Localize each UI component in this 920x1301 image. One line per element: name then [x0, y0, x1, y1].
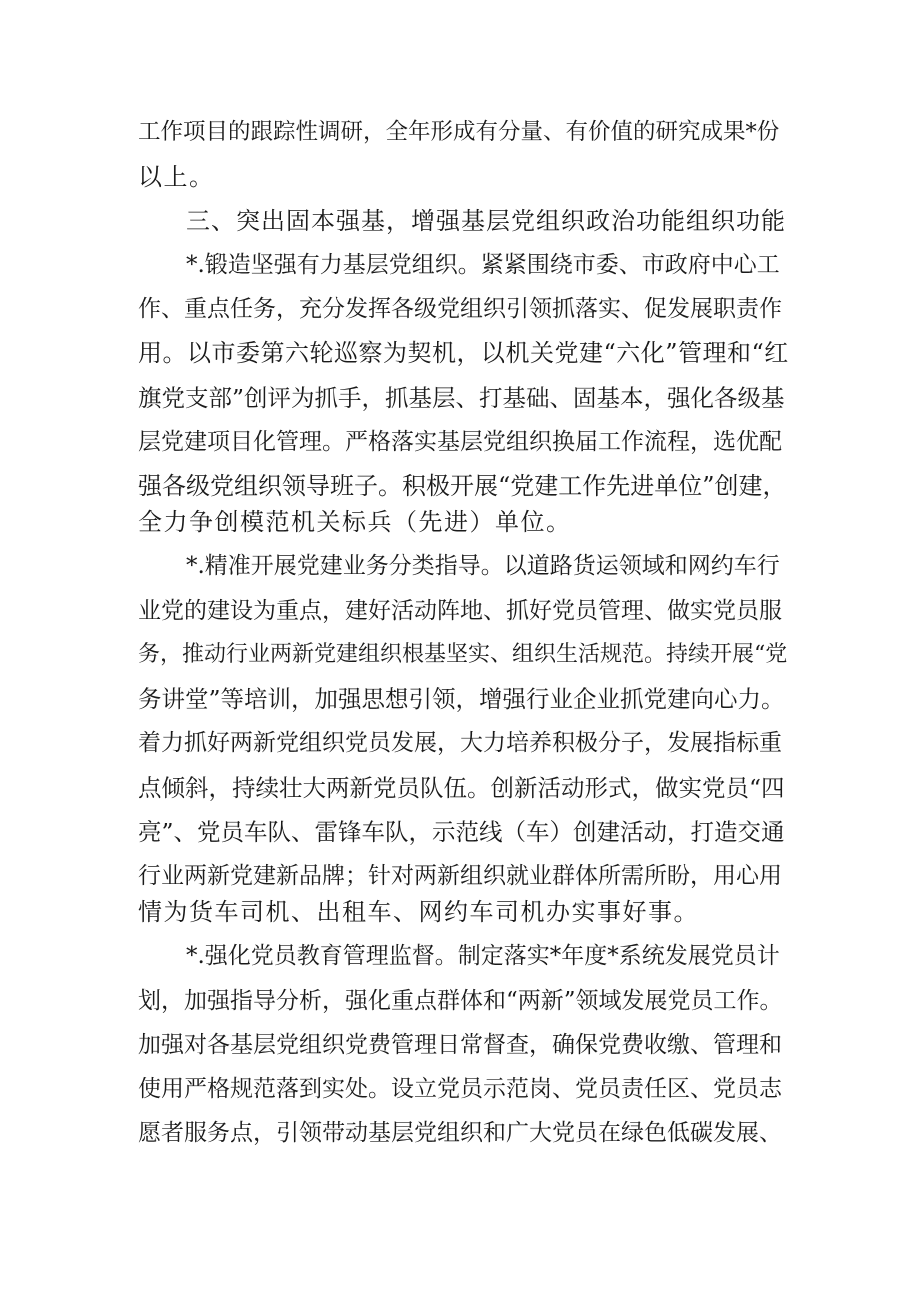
text-line: 用。以市委第六轮巡察为契机，以机关党建“六化”管理和“红: [138, 339, 789, 367]
text-line: 着力抓好两新党组织党员发展，大力培养积极分子，发展指标重: [138, 730, 782, 756]
text-line: *.锻造坚强有力基层党组织。紧紧围绕市委、市政府中心工: [186, 252, 780, 278]
text-line: 务，推动行业两新党建组织根基坚实、组织生活规范。持续开展“党: [138, 642, 788, 667]
text-line: 亮”、党员车队、雷锋车队，示范线（车）创建活动，打造交通: [138, 818, 785, 846]
text-line: 务讲堂”等培训，加强思想引领，增强行业企业抓党建向心力。: [138, 685, 785, 713]
text-line: 加强对各基层党组织党费管理日常督查，确保党费收缴、管理和: [138, 1032, 782, 1058]
text-line: *.精准开展党建业务分类指导。以道路货运领域和网约车行: [186, 553, 780, 579]
text-line: 情为货车司机、出租车、网约车司机办实事好事。: [138, 898, 699, 926]
text-line: *.强化党员教育管理监督。制定落实*年度*系统发展党员计: [186, 943, 780, 969]
text-line: 旗党支部”创评为抓手，抓基层、打基础、固基本，强化各级基: [138, 384, 785, 412]
section-heading: 三、突出固本强基，增强基层党组织政治功能组织功能: [186, 207, 786, 235]
text-line: 划，加强指导分析，强化重点群体和“两新”领域发展党员工作。: [138, 988, 783, 1014]
text-line: 使用严格规范落到实处。设立党员示范岗、党员责任区、党员志: [138, 1076, 782, 1102]
text-line: 工作项目的跟踪性调研，全年形成有分量、有价值的研究成果*份: [138, 119, 780, 145]
text-line: 强各级党组织领导班子。积极开展“党建工作先进单位”创建，: [138, 472, 787, 500]
text-line: 以上。: [138, 163, 215, 191]
text-line: 业党的建设为重点，建好活动阵地、抓好党员管理、做实党员服: [138, 598, 782, 624]
text-line: 行业两新党建新品牌；针对两新组织就业群体所需所盼，用心用: [138, 863, 782, 889]
text-line: 全力争创模范机关标兵（先进）单位。: [138, 508, 572, 536]
text-line: 点倾斜，持续壮大两新党员队伍。创新活动形式，做实党员“四: [138, 774, 785, 802]
text-line: 愿者服务点，引领带动基层党组织和广大党员在绿色低碳发展、: [138, 1120, 782, 1146]
text-line: 层党建项目化管理。严格落实基层党组织换届工作流程，选优配: [138, 429, 782, 455]
text-line: 作、重点任务，充分发挥各级党组织引领抓落实、促发展职责作: [138, 296, 782, 322]
